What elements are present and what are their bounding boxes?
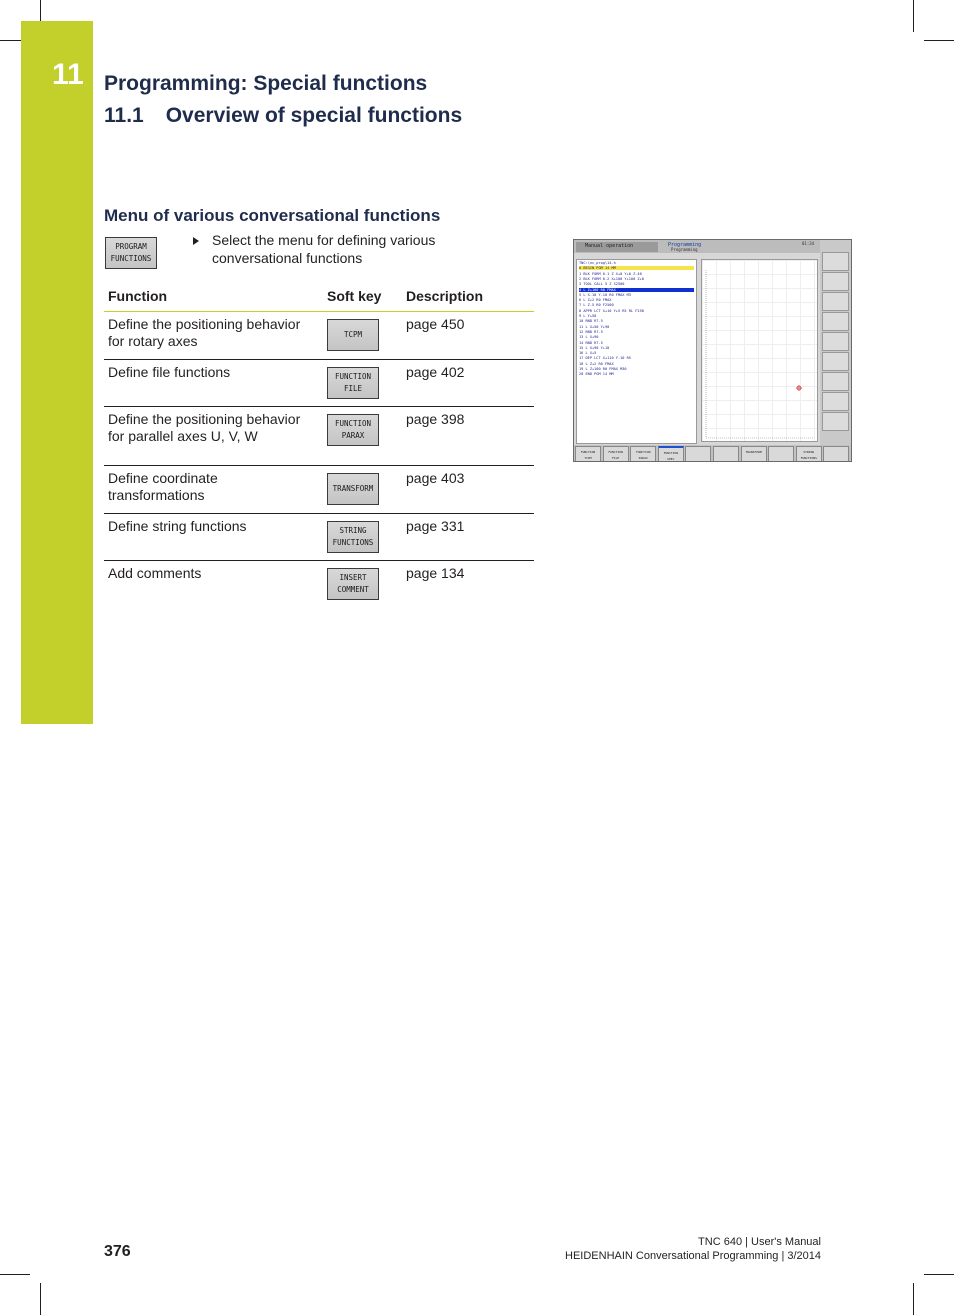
softkey-label: FILE: [343, 384, 363, 393]
vertical-softkey[interactable]: [822, 292, 849, 311]
function-cell: Define the positioning behavior for parallel axes U, V, W: [108, 411, 301, 444]
vertical-softkey[interactable]: [822, 272, 849, 291]
screen-softkey[interactable]: [796, 446, 822, 462]
program-line: 14 RND R7.5: [579, 340, 603, 345]
chapter-side-bar: [21, 21, 93, 724]
function-cell: Add comments: [108, 565, 202, 581]
program-line: 0 BEGIN PGM 14 MM: [579, 266, 694, 270]
function-cell: Define file functions: [108, 364, 231, 380]
arrow-right-icon: [193, 237, 199, 245]
softkey-label: TRANSFORM: [332, 484, 374, 493]
insert-comment-softkey[interactable]: [327, 568, 379, 600]
program-line: 8 APPR LCT X+10 Y+5 R5 RL F250: [579, 308, 644, 313]
screen-softkey[interactable]: [713, 446, 739, 462]
program-line: 18 L Z+2 R0 FMAX: [579, 361, 614, 366]
vertical-softkey[interactable]: [822, 392, 849, 411]
screen-softkey[interactable]: [741, 446, 767, 462]
section-title-text: Overview of special functions: [165, 104, 463, 127]
tcpm-softkey[interactable]: [327, 319, 379, 351]
crop-mark: [924, 40, 954, 41]
softkey-label: INSERT: [339, 573, 367, 582]
program-line: 6 L Z+2 R0 FMAX: [579, 298, 612, 303]
softkey-label: PARAX: [341, 431, 365, 440]
screen-softkey[interactable]: [658, 446, 684, 462]
programming-sublabel: Programming: [671, 247, 698, 252]
description-cell: page 331: [406, 518, 465, 534]
screen-softkey-label: FUNCTION: [580, 450, 596, 454]
program-line: 4 L Z+100 R0 FMAX: [579, 288, 694, 292]
screen-softkey-label: FUNCTION: [608, 450, 623, 454]
footer-manual-subtitle: HEIDENHAIN Conversational Programming | 3/2014: [565, 1250, 821, 1262]
screen-softkey[interactable]: [685, 446, 711, 462]
table-row: [104, 359, 534, 407]
screen-softkey-label: TCPM: [584, 456, 592, 460]
description-cell: page 403: [406, 470, 465, 486]
program-line: 2 BLK FORM 0.2 X+100 Y+100 Z+0: [579, 276, 644, 281]
program-line: 3 TOOL CALL 5 Z S2500: [579, 282, 625, 287]
softkey-label: FUNCTION: [334, 419, 372, 428]
crop-mark: [0, 1274, 30, 1275]
footer-manual-title: TNC 640 | User's Manual: [698, 1236, 821, 1248]
softkey-bar: [574, 445, 852, 462]
screen-softkey-label: FUNCTIONS: [800, 456, 817, 460]
function-cell: Define coordinate transformations: [108, 470, 218, 503]
program-line: 12 RND R7.5: [579, 329, 603, 334]
header-description: Description: [406, 288, 484, 304]
program-line: 9 L Y+50: [579, 314, 597, 318]
manual-operation-label: Manual operation: [585, 243, 634, 249]
vertical-softkey[interactable]: [822, 412, 849, 431]
screen-softkey[interactable]: [823, 446, 849, 462]
program-line: 17 DEP LCT X+110 Y-10 R5: [579, 356, 631, 361]
softkey-label: COMMENT: [337, 585, 369, 594]
program-line: 19 L Z+100 R0 FMAX M30: [579, 367, 627, 371]
softkey-label: FUNCTIONS: [110, 254, 152, 263]
header-function: Function: [108, 288, 168, 304]
screen-softkey[interactable]: [630, 446, 656, 462]
control-screenshot: [573, 239, 852, 462]
vertical-softkey[interactable]: [822, 312, 849, 331]
function-cell: Define the positioning behavior for rotary axes: [108, 316, 301, 349]
softkey-label: STRING: [339, 526, 367, 535]
description-cell: page 450: [406, 316, 465, 332]
section-number: 11.1: [104, 104, 144, 127]
softkey-label: PROGRAM: [115, 242, 147, 251]
table-row: [104, 312, 534, 359]
function-cell: Define string functions: [108, 518, 247, 534]
crop-mark: [40, 1283, 41, 1315]
program-line: 10 RND R7.5: [579, 319, 603, 324]
screen-softkey[interactable]: [603, 446, 629, 462]
header-softkey: Soft key: [327, 288, 382, 304]
program-line: 13 L X+90: [579, 335, 599, 340]
program-line: 15 L X+90 Y+10: [579, 345, 610, 350]
program-line: 7 L Z-5 R0 F2500: [579, 303, 614, 308]
program-line: 20 END PGM 14 MM: [579, 372, 614, 377]
graphic-window: [701, 259, 818, 442]
table-row: [104, 465, 534, 514]
vertical-softkey[interactable]: [822, 372, 849, 391]
softkey-label: FUNCTION: [334, 372, 372, 381]
program-line: 1 BLK FORM 0.1 Z X+0 Y+0 Z-40: [579, 271, 642, 276]
section-title: [104, 104, 462, 128]
program-line: 16 L X+5: [579, 351, 597, 356]
softkey-label: TCPM: [343, 330, 363, 339]
program-functions-softkey[interactable]: [105, 237, 157, 269]
screen-softkey[interactable]: [575, 446, 601, 462]
crop-mark: [913, 0, 914, 32]
chapter-number: 11: [52, 58, 84, 91]
description-cell: page 134: [406, 565, 465, 581]
description-cell: page 402: [406, 364, 465, 380]
table-row: [104, 513, 534, 561]
program-line: 11 L X+50 Y+90: [579, 324, 610, 329]
program-line: TNC:\nc_prog\14.h: [579, 261, 616, 265]
mode-bar: [574, 240, 821, 253]
screen-softkey-label: PARAX: [638, 456, 648, 460]
chapter-title: Programming: Special functions: [104, 72, 428, 95]
screen-softkey-label: FILE: [611, 456, 620, 460]
crop-mark: [913, 1283, 914, 1315]
vertical-softkey[interactable]: [822, 252, 849, 271]
programming-label: Programming: [668, 242, 702, 248]
table-row: [104, 560, 534, 608]
crop-mark: [924, 1274, 954, 1275]
program-line: 5 L X-10 Y-10 R0 FMAX M3: [579, 292, 631, 297]
screen-softkey-label: SPEC: [667, 457, 675, 461]
vertical-softkeys: [820, 240, 851, 445]
softkey-label: FUNCTIONS: [332, 538, 374, 547]
instruction-text: Select the menu for defining various conversational functions: [212, 232, 436, 266]
vertical-softkey[interactable]: [822, 352, 849, 371]
program-window: [576, 259, 697, 444]
screen-softkey-label: FUNCTION: [663, 451, 679, 455]
menu-heading: Menu of various conversational functions: [104, 206, 441, 225]
description-cell: page 398: [406, 411, 465, 427]
screen-softkey-label: STRING: [803, 450, 815, 454]
workpiece-graphic: [702, 260, 819, 443]
function-parax-softkey[interactable]: [327, 414, 379, 446]
screen-softkey-label: TRANSFORM: [745, 450, 762, 454]
screen-softkey[interactable]: [768, 446, 794, 462]
table-row: [104, 406, 534, 466]
function-file-softkey[interactable]: [327, 367, 379, 399]
clock: 01:34: [802, 241, 815, 246]
transform-softkey[interactable]: [327, 473, 379, 505]
vertical-softkey[interactable]: [822, 332, 849, 351]
page-number: 376: [104, 1243, 131, 1260]
string-functions-softkey[interactable]: [327, 521, 379, 553]
screen-softkey-label: FUNCTION: [635, 450, 651, 454]
